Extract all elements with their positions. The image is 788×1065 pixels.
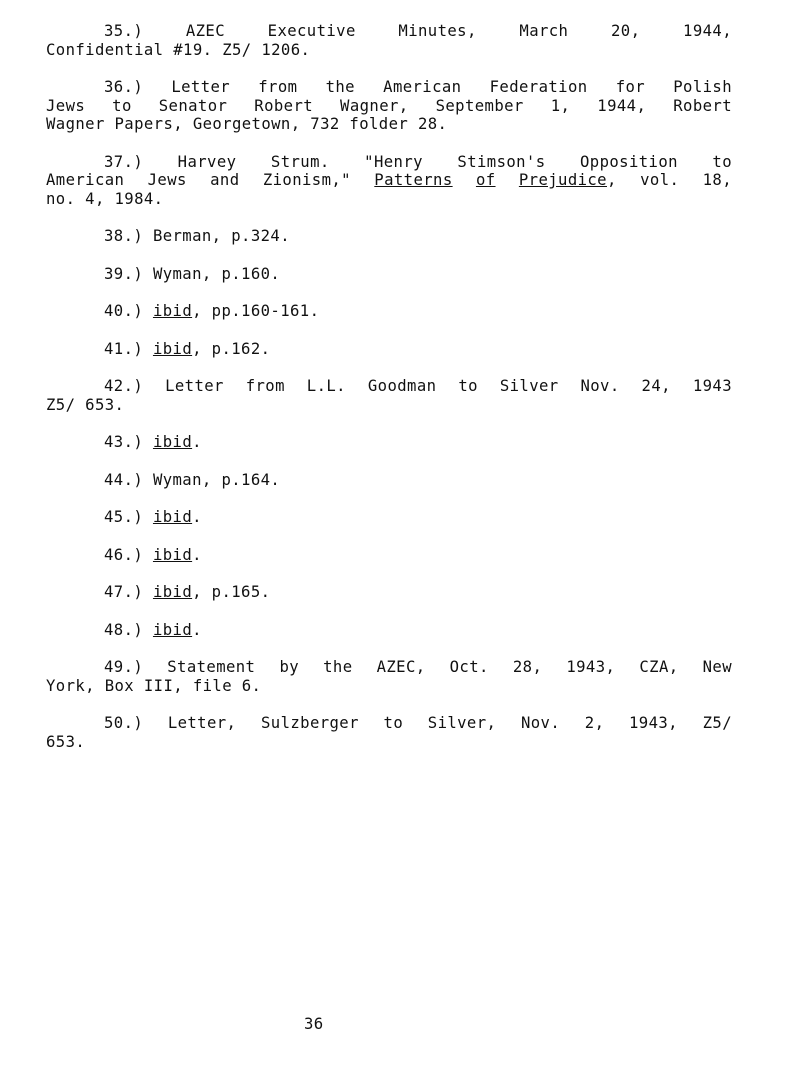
page-number: 36 [304, 1015, 324, 1033]
journal-title: Prejudice [518, 171, 607, 189]
footnote-43 [46, 433, 732, 452]
footnote-line: 36.) Letter from the American Federation for Polish [104, 78, 732, 96]
footnote-49 [46, 658, 732, 695]
journal-title: of [475, 171, 496, 189]
footnote-text: , pp.160-161. [192, 302, 320, 320]
footnote-36 [46, 78, 732, 134]
ibid-text: ibid [152, 302, 193, 320]
footnote-line: Jews to Senator Robert Wagner, September 1, 1944, Robert [46, 96, 732, 115]
footnote-47 [46, 583, 732, 602]
footnote-text [496, 171, 519, 189]
footnote-text: . [192, 508, 202, 526]
footnote-number: 41.) [104, 339, 153, 358]
footnote-number: 45.) [104, 508, 153, 526]
footnote-39: 39.) Wyman, p.160. [104, 264, 281, 283]
footnote-number: 43.) [104, 433, 153, 451]
footnote-line: no. 4, 1984. [46, 189, 164, 208]
footnote-line: Confidential #19. Z5/ 1206. [46, 40, 311, 59]
footnote-text [453, 171, 476, 189]
footnote-line: 49.) Statement by the AZEC, Oct. 28, 1943, CZA, New [104, 658, 732, 676]
footnote-45 [46, 508, 732, 527]
footnote-text: American Jews and Zionism," [46, 171, 375, 189]
ibid-text: ibid [152, 583, 193, 601]
footnote-text: , p.162. [192, 339, 271, 358]
ibid-text: ibid [152, 620, 193, 639]
footnote-number: 48.) [104, 620, 153, 639]
footnote-number: 40.) [104, 302, 153, 320]
footnote-text: , p.165. [192, 583, 271, 601]
footnote-40 [46, 302, 732, 321]
journal-title: Patterns [374, 171, 453, 189]
footnote-44: 44.) Wyman, p.164. [104, 470, 281, 489]
footnote-41 [46, 340, 732, 359]
footnote-text: . [192, 545, 202, 564]
footnote-text: , vol. 18, [606, 171, 732, 189]
footnote-line: York, Box III, file 6. [46, 676, 262, 695]
footnote-37 [46, 153, 732, 209]
footnote-line [46, 171, 732, 190]
ibid-text: ibid [152, 545, 193, 564]
footnote-line: 35.) AZEC Executive Minutes, March 20, 1944, [104, 22, 732, 40]
footnote-48 [46, 621, 732, 640]
footnote-46 [46, 546, 732, 565]
footnote-line: 50.) Letter, Sulzberger to Silver, Nov. 2, 1943, Z5/ [104, 714, 732, 732]
footnote-42 [46, 377, 732, 414]
footnote-text: . [192, 620, 202, 639]
footnote-50 [46, 714, 732, 751]
ibid-text: ibid [152, 339, 193, 358]
footnote-35 [46, 22, 732, 59]
footnote-line: Wagner Papers, Georgetown, 732 folder 28. [46, 115, 448, 133]
footnote-line: 37.) Harvey Strum. "Henry Stimson's Opposition to [104, 152, 732, 171]
footnote-line: 42.) Letter from L.L. Goodman to Silver Nov. 24, 1943 [104, 377, 732, 395]
footnote-line: 653. [46, 732, 86, 751]
ibid-text: ibid [152, 508, 193, 526]
ibid-text: ibid [152, 433, 193, 451]
footnote-line: Z5/ 653. [46, 395, 125, 414]
footnote-38: 38.) Berman, p.324. [104, 227, 290, 245]
footnotes-list [46, 22, 732, 770]
footnote-text: . [192, 433, 202, 451]
footnote-number: 46.) [104, 545, 153, 564]
footnote-number: 47.) [104, 583, 153, 601]
